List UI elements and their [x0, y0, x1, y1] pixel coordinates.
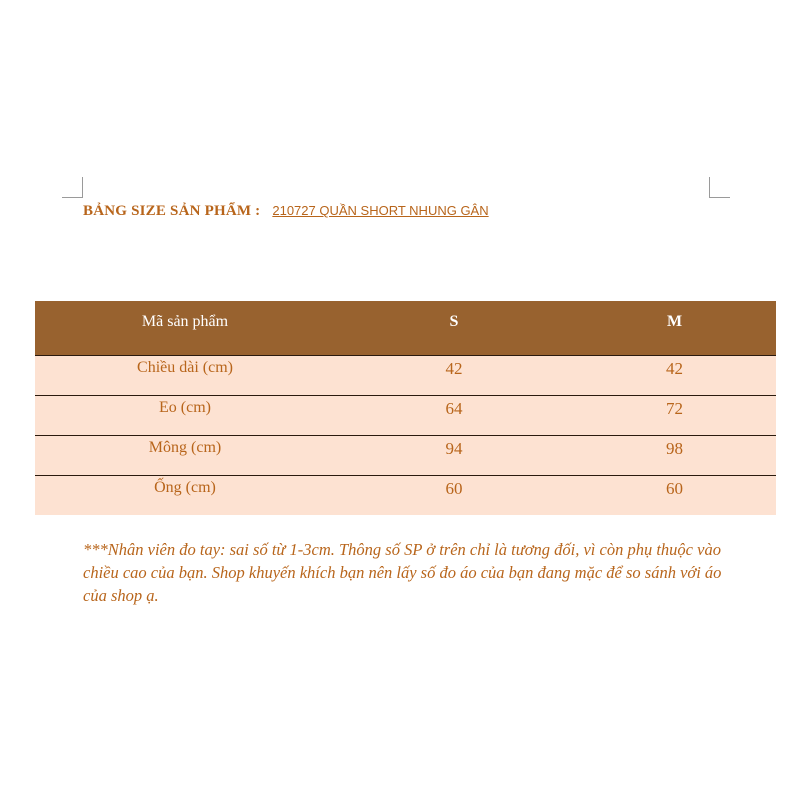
header-size-s: S [335, 301, 573, 356]
table-row [35, 356, 776, 396]
row-label: Ống (cm) [35, 476, 335, 516]
page-corner-mark-left [62, 177, 83, 198]
table-header-row [35, 301, 776, 356]
row-label: Eo (cm) [35, 396, 335, 436]
table-row [35, 396, 776, 436]
cell-size-m: 72 [573, 396, 776, 436]
cell-size-m: 60 [573, 476, 776, 516]
header-size-m: M [573, 301, 776, 356]
size-chart-heading [83, 202, 489, 220]
heading-label: BẢNG SIZE SẢN PHẨM : [83, 203, 261, 219]
cell-size-s: 60 [335, 476, 573, 516]
row-label: Chiều dài (cm) [35, 356, 335, 396]
table-row [35, 436, 776, 476]
size-table [35, 301, 776, 515]
table-row [35, 476, 776, 516]
row-label: Mông (cm) [35, 436, 335, 476]
cell-size-s: 42 [335, 356, 573, 396]
product-code-link[interactable]: 210727 QUẦN SHORT NHUNG GÂN [272, 203, 489, 218]
measurement-note: ***Nhân viên đo tay: sai số từ 1-3cm. Thông số SP ở trên chỉ là tương đối, vì còn phụ thuộc vào chiều cao của bạn. Shop khuyến khích bạn nên lấy số đo áo của bạn đang mặc để so sánh với áo của shop ạ. [83, 540, 722, 605]
cell-size-m: 98 [573, 436, 776, 476]
cell-size-s: 94 [335, 436, 573, 476]
page-corner-mark-right [709, 177, 730, 198]
cell-size-s: 64 [335, 396, 573, 436]
cell-size-m: 42 [573, 356, 776, 396]
header-product-code: Mã sản phẩm [35, 301, 335, 356]
